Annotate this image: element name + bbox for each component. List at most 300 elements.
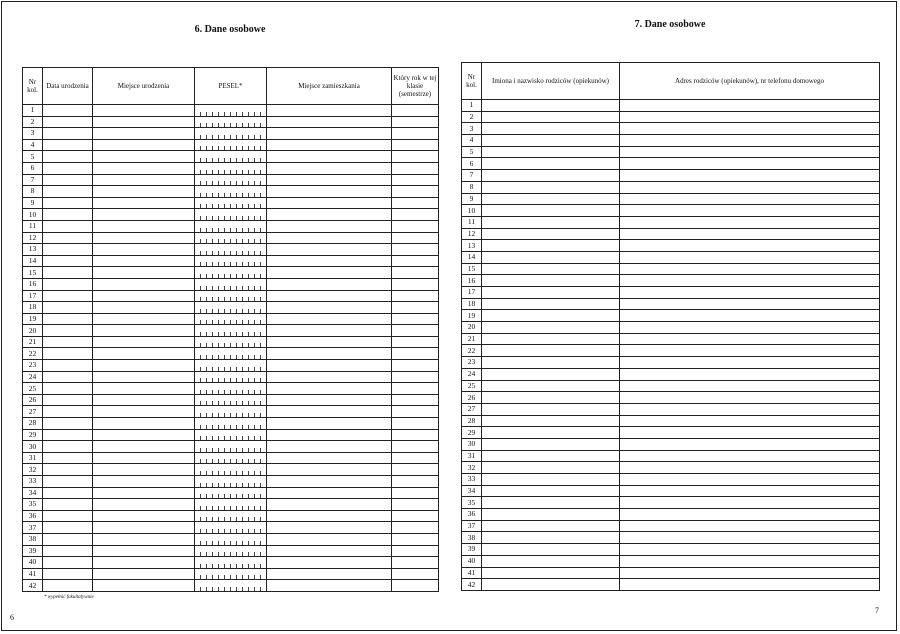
miejsce-zamieszkania-cell[interactable] [267, 139, 392, 151]
adres-rodzicow-cell[interactable] [620, 438, 880, 450]
pesel-cell[interactable] [195, 545, 267, 557]
table-row [23, 186, 439, 198]
pesel-cell[interactable] [195, 116, 267, 128]
ktory-rok-cell[interactable] [392, 499, 439, 511]
header-imiona-rodzicow: Imiona i nazwisko rodziców (opiekunów) [482, 63, 620, 100]
miejsce-urodzenia-cell[interactable] [93, 383, 195, 395]
pesel-cell[interactable] [195, 499, 267, 511]
miejsce-urodzenia-cell[interactable] [93, 580, 195, 592]
adres-rodzicow-cell[interactable] [620, 240, 880, 252]
data-urodzenia-cell[interactable] [43, 313, 93, 325]
adres-rodzicow-cell[interactable] [620, 392, 880, 404]
imiona-rodzicow-cell[interactable] [482, 170, 620, 182]
pesel-cell[interactable] [195, 302, 267, 314]
data-urodzenia-cell[interactable] [43, 186, 93, 198]
miejsce-zamieszkania-cell[interactable] [267, 255, 392, 267]
data-urodzenia-cell[interactable] [43, 278, 93, 290]
miejsce-urodzenia-cell[interactable] [93, 499, 195, 511]
adres-rodzicow-cell[interactable] [620, 205, 880, 217]
miejsce-urodzenia-cell[interactable] [93, 533, 195, 545]
pesel-cell[interactable] [195, 325, 267, 337]
data-urodzenia-cell[interactable] [43, 487, 93, 499]
miejsce-urodzenia-cell[interactable] [93, 464, 195, 476]
adres-rodzicow-cell[interactable] [620, 380, 880, 392]
pesel-cell[interactable] [195, 186, 267, 198]
pesel-cell[interactable] [195, 568, 267, 580]
imiona-rodzicow-cell[interactable] [482, 158, 620, 170]
miejsce-urodzenia-cell[interactable] [93, 545, 195, 557]
miejsce-urodzenia-cell[interactable] [93, 220, 195, 232]
data-urodzenia-cell[interactable] [43, 360, 93, 372]
miejsce-zamieszkania-cell[interactable] [267, 290, 392, 302]
data-urodzenia-cell[interactable] [43, 568, 93, 580]
imiona-rodzicow-cell[interactable] [482, 403, 620, 415]
miejsce-urodzenia-cell[interactable] [93, 105, 195, 117]
pesel-cell[interactable] [195, 429, 267, 441]
miejsce-zamieszkania-cell[interactable] [267, 418, 392, 430]
miejsce-urodzenia-cell[interactable] [93, 244, 195, 256]
imiona-rodzicow-cell[interactable] [482, 251, 620, 263]
miejsce-zamieszkania-cell[interactable] [267, 557, 392, 569]
data-urodzenia-cell[interactable] [43, 255, 93, 267]
miejsce-zamieszkania-cell[interactable] [267, 220, 392, 232]
imiona-rodzicow-cell[interactable] [482, 497, 620, 509]
miejsce-zamieszkania-cell[interactable] [267, 568, 392, 580]
ktory-rok-cell[interactable] [392, 325, 439, 337]
miejsce-urodzenia-cell[interactable] [93, 487, 195, 499]
miejsce-zamieszkania-cell[interactable] [267, 105, 392, 117]
data-urodzenia-cell[interactable] [43, 348, 93, 360]
miejsce-urodzenia-cell[interactable] [93, 232, 195, 244]
ktory-rok-cell[interactable] [392, 116, 439, 128]
ktory-rok-cell[interactable] [392, 383, 439, 395]
adres-rodzicow-cell[interactable] [620, 403, 880, 415]
adres-rodzicow-cell[interactable] [620, 228, 880, 240]
miejsce-urodzenia-cell[interactable] [93, 557, 195, 569]
ktory-rok-cell[interactable] [392, 418, 439, 430]
data-urodzenia-cell[interactable] [43, 418, 93, 430]
imiona-rodzicow-cell[interactable] [482, 181, 620, 193]
imiona-rodzicow-cell[interactable] [482, 123, 620, 135]
ktory-rok-cell[interactable] [392, 313, 439, 325]
adres-rodzicow-cell[interactable] [620, 135, 880, 147]
imiona-rodzicow-cell[interactable] [482, 275, 620, 287]
imiona-rodzicow-cell[interactable] [482, 474, 620, 486]
ktory-rok-cell[interactable] [392, 267, 439, 279]
ktory-rok-cell[interactable] [392, 568, 439, 580]
data-urodzenia-cell[interactable] [43, 580, 93, 592]
data-urodzenia-cell[interactable] [43, 290, 93, 302]
miejsce-zamieszkania-cell[interactable] [267, 452, 392, 464]
adres-rodzicow-cell[interactable] [620, 544, 880, 556]
miejsce-urodzenia-cell[interactable] [93, 568, 195, 580]
ktory-rok-cell[interactable] [392, 371, 439, 383]
data-urodzenia-cell[interactable] [43, 429, 93, 441]
pesel-cell[interactable] [195, 371, 267, 383]
imiona-rodzicow-cell[interactable] [482, 298, 620, 310]
pesel-cell[interactable] [195, 441, 267, 453]
pesel-cell[interactable] [195, 360, 267, 372]
ktory-rok-cell[interactable] [392, 441, 439, 453]
miejsce-zamieszkania-cell[interactable] [267, 348, 392, 360]
miejsce-urodzenia-cell[interactable] [93, 174, 195, 186]
ktory-rok-cell[interactable] [392, 557, 439, 569]
pesel-cell[interactable] [195, 406, 267, 418]
miejsce-urodzenia-cell[interactable] [93, 476, 195, 488]
adres-rodzicow-cell[interactable] [620, 462, 880, 474]
imiona-rodzicow-cell[interactable] [482, 216, 620, 228]
data-urodzenia-cell[interactable] [43, 325, 93, 337]
miejsce-urodzenia-cell[interactable] [93, 290, 195, 302]
miejsce-urodzenia-cell[interactable] [93, 360, 195, 372]
ktory-rok-cell[interactable] [392, 336, 439, 348]
pesel-cell[interactable] [195, 452, 267, 464]
miejsce-urodzenia-cell[interactable] [93, 418, 195, 430]
imiona-rodzicow-cell[interactable] [482, 240, 620, 252]
miejsce-zamieszkania-cell[interactable] [267, 325, 392, 337]
imiona-rodzicow-cell[interactable] [482, 450, 620, 462]
ktory-rok-cell[interactable] [392, 186, 439, 198]
miejsce-zamieszkania-cell[interactable] [267, 371, 392, 383]
data-urodzenia-cell[interactable] [43, 441, 93, 453]
miejsce-zamieszkania-cell[interactable] [267, 406, 392, 418]
miejsce-zamieszkania-cell[interactable] [267, 580, 392, 592]
imiona-rodzicow-cell[interactable] [482, 111, 620, 123]
adres-rodzicow-cell[interactable] [620, 251, 880, 263]
row-number: 37 [462, 520, 482, 532]
adres-rodzicow-cell[interactable] [620, 555, 880, 567]
imiona-rodzicow-cell[interactable] [482, 100, 620, 112]
ktory-rok-cell[interactable] [392, 278, 439, 290]
ktory-rok-cell[interactable] [392, 360, 439, 372]
pesel-cell[interactable] [195, 290, 267, 302]
adres-rodzicow-cell[interactable] [620, 357, 880, 369]
miejsce-urodzenia-cell[interactable] [93, 162, 195, 174]
table-row [462, 287, 880, 299]
adres-rodzicow-cell[interactable] [620, 450, 880, 462]
adres-rodzicow-cell[interactable] [620, 263, 880, 275]
adres-rodzicow-cell[interactable] [620, 193, 880, 205]
pesel-cell[interactable] [195, 105, 267, 117]
pesel-cell[interactable] [195, 151, 267, 163]
data-urodzenia-cell[interactable] [43, 128, 93, 140]
ktory-rok-cell[interactable] [392, 290, 439, 302]
miejsce-zamieszkania-cell[interactable] [267, 244, 392, 256]
miejsce-urodzenia-cell[interactable] [93, 336, 195, 348]
imiona-rodzicow-cell[interactable] [482, 438, 620, 450]
data-urodzenia-cell[interactable] [43, 232, 93, 244]
imiona-rodzicow-cell[interactable] [482, 567, 620, 579]
imiona-rodzicow-cell[interactable] [482, 357, 620, 369]
adres-rodzicow-cell[interactable] [620, 216, 880, 228]
table-row [462, 111, 880, 123]
data-urodzenia-cell[interactable] [43, 139, 93, 151]
data-urodzenia-cell[interactable] [43, 510, 93, 522]
imiona-rodzicow-cell[interactable] [482, 555, 620, 567]
miejsce-zamieszkania-cell[interactable] [267, 510, 392, 522]
data-urodzenia-cell[interactable] [43, 476, 93, 488]
adres-rodzicow-cell[interactable] [620, 111, 880, 123]
imiona-rodzicow-cell[interactable] [482, 322, 620, 334]
data-urodzenia-cell[interactable] [43, 336, 93, 348]
miejsce-zamieszkania-cell[interactable] [267, 116, 392, 128]
pesel-cell[interactable] [195, 313, 267, 325]
miejsce-urodzenia-cell[interactable] [93, 441, 195, 453]
data-urodzenia-cell[interactable] [43, 174, 93, 186]
ktory-rok-cell[interactable] [392, 406, 439, 418]
adres-rodzicow-cell[interactable] [620, 146, 880, 158]
pesel-cell[interactable] [195, 197, 267, 209]
data-urodzenia-cell[interactable] [43, 394, 93, 406]
miejsce-urodzenia-cell[interactable] [93, 429, 195, 441]
miejsce-zamieszkania-cell[interactable] [267, 151, 392, 163]
pesel-cell[interactable] [195, 209, 267, 221]
imiona-rodzicow-cell[interactable] [482, 509, 620, 521]
imiona-rodzicow-cell[interactable] [482, 544, 620, 556]
imiona-rodzicow-cell[interactable] [482, 579, 620, 591]
ktory-rok-cell[interactable] [392, 348, 439, 360]
miejsce-zamieszkania-cell[interactable] [267, 394, 392, 406]
miejsce-urodzenia-cell[interactable] [93, 151, 195, 163]
imiona-rodzicow-cell[interactable] [482, 263, 620, 275]
imiona-rodzicow-cell[interactable] [482, 392, 620, 404]
miejsce-urodzenia-cell[interactable] [93, 313, 195, 325]
data-urodzenia-cell[interactable] [43, 105, 93, 117]
miejsce-zamieszkania-cell[interactable] [267, 267, 392, 279]
adres-rodzicow-cell[interactable] [620, 322, 880, 334]
adres-rodzicow-cell[interactable] [620, 170, 880, 182]
ktory-rok-cell[interactable] [392, 580, 439, 592]
pesel-cell[interactable] [195, 267, 267, 279]
adres-rodzicow-cell[interactable] [620, 123, 880, 135]
miejsce-urodzenia-cell[interactable] [93, 510, 195, 522]
miejsce-urodzenia-cell[interactable] [93, 197, 195, 209]
data-urodzenia-cell[interactable] [43, 302, 93, 314]
adres-rodzicow-cell[interactable] [620, 415, 880, 427]
adres-rodzicow-cell[interactable] [620, 509, 880, 521]
data-urodzenia-cell[interactable] [43, 533, 93, 545]
miejsce-zamieszkania-cell[interactable] [267, 441, 392, 453]
adres-rodzicow-cell[interactable] [620, 368, 880, 380]
miejsce-zamieszkania-cell[interactable] [267, 186, 392, 198]
adres-rodzicow-cell[interactable] [620, 567, 880, 579]
pesel-cell[interactable] [195, 348, 267, 360]
pesel-cell[interactable] [195, 487, 267, 499]
ktory-rok-cell[interactable] [392, 429, 439, 441]
ktory-rok-cell[interactable] [392, 197, 439, 209]
miejsce-urodzenia-cell[interactable] [93, 325, 195, 337]
imiona-rodzicow-cell[interactable] [482, 193, 620, 205]
miejsce-urodzenia-cell[interactable] [93, 522, 195, 534]
data-urodzenia-cell[interactable] [43, 197, 93, 209]
pesel-cell[interactable] [195, 139, 267, 151]
pesel-cell[interactable] [195, 255, 267, 267]
imiona-rodzicow-cell[interactable] [482, 287, 620, 299]
adres-rodzicow-cell[interactable] [620, 485, 880, 497]
pesel-cell[interactable] [195, 232, 267, 244]
pesel-cell[interactable] [195, 394, 267, 406]
miejsce-zamieszkania-cell[interactable] [267, 232, 392, 244]
miejsce-urodzenia-cell[interactable] [93, 186, 195, 198]
ktory-rok-cell[interactable] [392, 487, 439, 499]
imiona-rodzicow-cell[interactable] [482, 146, 620, 158]
imiona-rodzicow-cell[interactable] [482, 310, 620, 322]
miejsce-zamieszkania-cell[interactable] [267, 383, 392, 395]
miejsce-zamieszkania-cell[interactable] [267, 278, 392, 290]
data-urodzenia-cell[interactable] [43, 220, 93, 232]
data-urodzenia-cell[interactable] [43, 116, 93, 128]
ktory-rok-cell[interactable] [392, 220, 439, 232]
ktory-rok-cell[interactable] [392, 162, 439, 174]
ktory-rok-cell[interactable] [392, 545, 439, 557]
pesel-cell[interactable] [195, 220, 267, 232]
pesel-cell[interactable] [195, 533, 267, 545]
miejsce-zamieszkania-cell[interactable] [267, 499, 392, 511]
pesel-cell[interactable] [195, 278, 267, 290]
data-urodzenia-cell[interactable] [43, 162, 93, 174]
miejsce-urodzenia-cell[interactable] [93, 452, 195, 464]
adres-rodzicow-cell[interactable] [620, 333, 880, 345]
adres-rodzicow-cell[interactable] [620, 310, 880, 322]
miejsce-urodzenia-cell[interactable] [93, 348, 195, 360]
pesel-cell[interactable] [195, 162, 267, 174]
adres-rodzicow-cell[interactable] [620, 474, 880, 486]
imiona-rodzicow-cell[interactable] [482, 415, 620, 427]
miejsce-urodzenia-cell[interactable] [93, 116, 195, 128]
ktory-rok-cell[interactable] [392, 105, 439, 117]
adres-rodzicow-cell[interactable] [620, 532, 880, 544]
miejsce-zamieszkania-cell[interactable] [267, 197, 392, 209]
adres-rodzicow-cell[interactable] [620, 287, 880, 299]
imiona-rodzicow-cell[interactable] [482, 333, 620, 345]
miejsce-urodzenia-cell[interactable] [93, 255, 195, 267]
adres-rodzicow-cell[interactable] [620, 100, 880, 112]
miejsce-zamieszkania-cell[interactable] [267, 464, 392, 476]
miejsce-zamieszkania-cell[interactable] [267, 162, 392, 174]
pesel-cell[interactable] [195, 510, 267, 522]
imiona-rodzicow-cell[interactable] [482, 368, 620, 380]
ktory-rok-cell[interactable] [392, 394, 439, 406]
ktory-rok-cell[interactable] [392, 302, 439, 314]
ktory-rok-cell[interactable] [392, 151, 439, 163]
ktory-rok-cell[interactable] [392, 174, 439, 186]
miejsce-zamieszkania-cell[interactable] [267, 487, 392, 499]
imiona-rodzicow-cell[interactable] [482, 380, 620, 392]
pesel-cell[interactable] [195, 383, 267, 395]
miejsce-zamieszkania-cell[interactable] [267, 533, 392, 545]
miejsce-zamieszkania-cell[interactable] [267, 209, 392, 221]
pesel-cell[interactable] [195, 580, 267, 592]
imiona-rodzicow-cell[interactable] [482, 532, 620, 544]
imiona-rodzicow-cell[interactable] [482, 485, 620, 497]
miejsce-zamieszkania-cell[interactable] [267, 522, 392, 534]
adres-rodzicow-cell[interactable] [620, 497, 880, 509]
miejsce-zamieszkania-cell[interactable] [267, 336, 392, 348]
miejsce-urodzenia-cell[interactable] [93, 406, 195, 418]
ktory-rok-cell[interactable] [392, 464, 439, 476]
pesel-cell[interactable] [195, 336, 267, 348]
miejsce-zamieszkania-cell[interactable] [267, 476, 392, 488]
data-urodzenia-cell[interactable] [43, 383, 93, 395]
imiona-rodzicow-cell[interactable] [482, 135, 620, 147]
miejsce-zamieszkania-cell[interactable] [267, 174, 392, 186]
miejsce-urodzenia-cell[interactable] [93, 278, 195, 290]
adres-rodzicow-cell[interactable] [620, 275, 880, 287]
adres-rodzicow-cell[interactable] [620, 520, 880, 532]
ktory-rok-cell[interactable] [392, 533, 439, 545]
imiona-rodzicow-cell[interactable] [482, 228, 620, 240]
adres-rodzicow-cell[interactable] [620, 579, 880, 591]
adres-rodzicow-cell[interactable] [620, 427, 880, 439]
pesel-cell[interactable] [195, 244, 267, 256]
miejsce-urodzenia-cell[interactable] [93, 139, 195, 151]
pesel-cell[interactable] [195, 128, 267, 140]
miejsce-zamieszkania-cell[interactable] [267, 545, 392, 557]
data-urodzenia-cell[interactable] [43, 371, 93, 383]
data-urodzenia-cell[interactable] [43, 151, 93, 163]
miejsce-zamieszkania-cell[interactable] [267, 313, 392, 325]
ktory-rok-cell[interactable] [392, 139, 439, 151]
adres-rodzicow-cell[interactable] [620, 345, 880, 357]
imiona-rodzicow-cell[interactable] [482, 427, 620, 439]
imiona-rodzicow-cell[interactable] [482, 205, 620, 217]
pesel-cell[interactable] [195, 557, 267, 569]
ktory-rok-cell[interactable] [392, 255, 439, 267]
ktory-rok-cell[interactable] [392, 452, 439, 464]
adres-rodzicow-cell[interactable] [620, 181, 880, 193]
data-urodzenia-cell[interactable] [43, 452, 93, 464]
ktory-rok-cell[interactable] [392, 510, 439, 522]
miejsce-urodzenia-cell[interactable] [93, 302, 195, 314]
ktory-rok-cell[interactable] [392, 209, 439, 221]
pesel-cell[interactable] [195, 418, 267, 430]
data-urodzenia-cell[interactable] [43, 499, 93, 511]
data-urodzenia-cell[interactable] [43, 557, 93, 569]
imiona-rodzicow-cell[interactable] [482, 345, 620, 357]
pesel-cell[interactable] [195, 464, 267, 476]
miejsce-urodzenia-cell[interactable] [93, 209, 195, 221]
pesel-cell[interactable] [195, 476, 267, 488]
miejsce-zamieszkania-cell[interactable] [267, 302, 392, 314]
ktory-rok-cell[interactable] [392, 522, 439, 534]
ktory-rok-cell[interactable] [392, 128, 439, 140]
miejsce-zamieszkania-cell[interactable] [267, 128, 392, 140]
table-row [23, 139, 439, 151]
data-urodzenia-cell[interactable] [43, 464, 93, 476]
data-urodzenia-cell[interactable] [43, 244, 93, 256]
data-urodzenia-cell[interactable] [43, 545, 93, 557]
ktory-rok-cell[interactable] [392, 244, 439, 256]
miejsce-urodzenia-cell[interactable] [93, 394, 195, 406]
ktory-rok-cell[interactable] [392, 476, 439, 488]
miejsce-zamieszkania-cell[interactable] [267, 360, 392, 372]
imiona-rodzicow-cell[interactable] [482, 462, 620, 474]
adres-rodzicow-cell[interactable] [620, 158, 880, 170]
pesel-cell[interactable] [195, 174, 267, 186]
imiona-rodzicow-cell[interactable] [482, 520, 620, 532]
miejsce-urodzenia-cell[interactable] [93, 267, 195, 279]
data-urodzenia-cell[interactable] [43, 267, 93, 279]
miejsce-urodzenia-cell[interactable] [93, 128, 195, 140]
pesel-cell[interactable] [195, 522, 267, 534]
miejsce-urodzenia-cell[interactable] [93, 371, 195, 383]
data-urodzenia-cell[interactable] [43, 406, 93, 418]
data-urodzenia-cell[interactable] [43, 209, 93, 221]
miejsce-zamieszkania-cell[interactable] [267, 429, 392, 441]
adres-rodzicow-cell[interactable] [620, 298, 880, 310]
ktory-rok-cell[interactable] [392, 232, 439, 244]
data-urodzenia-cell[interactable] [43, 522, 93, 534]
